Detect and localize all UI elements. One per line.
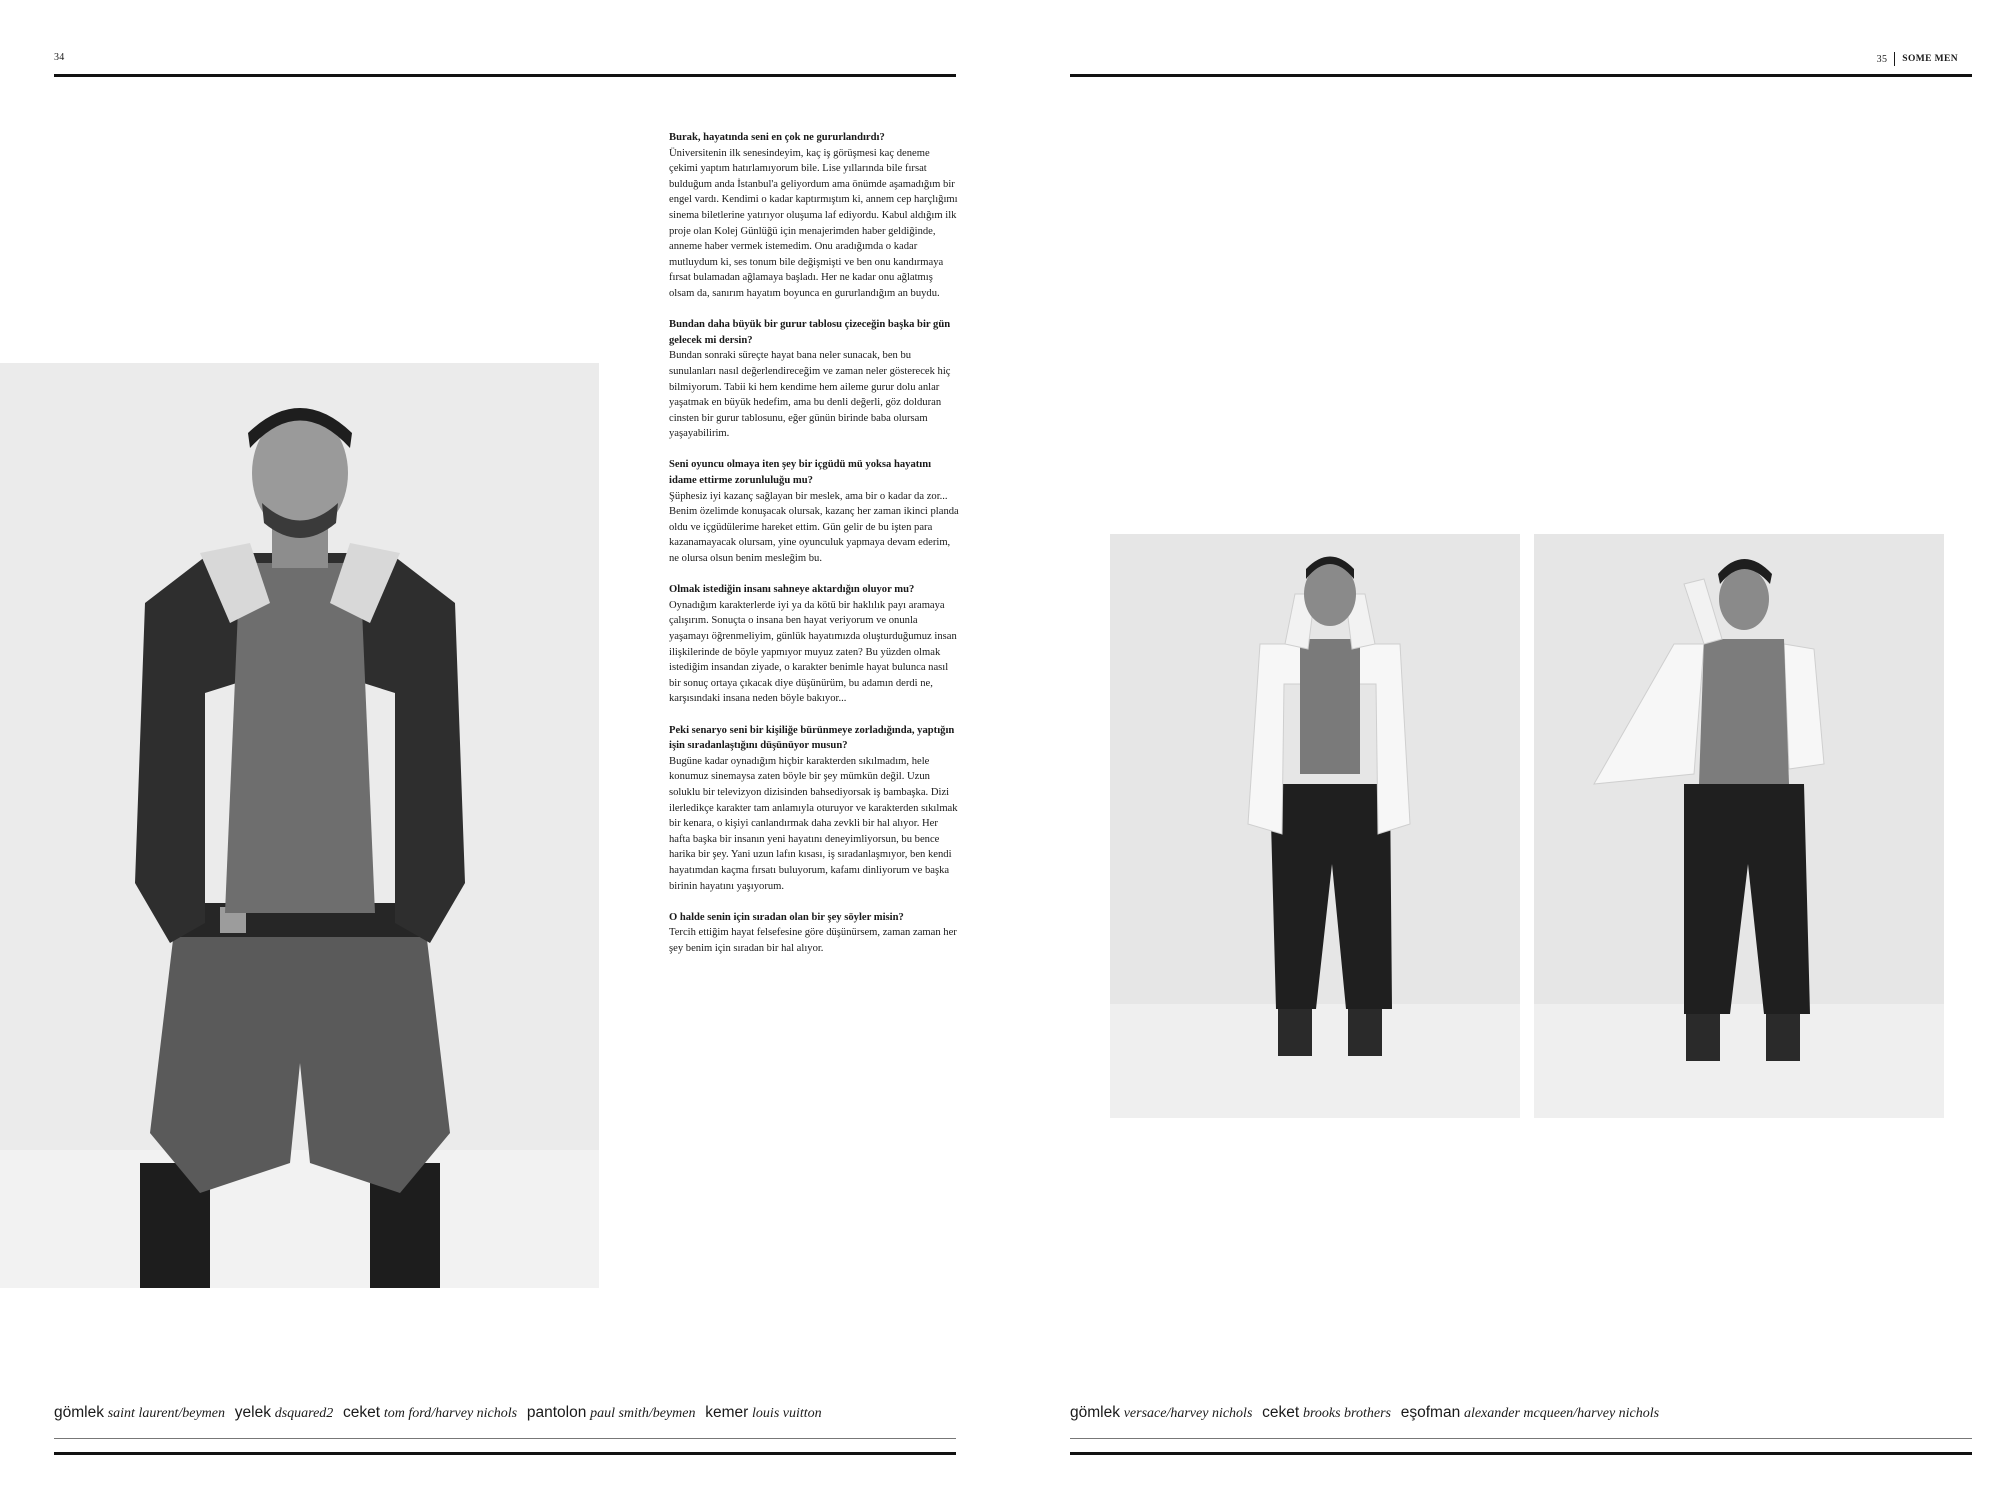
qa-block: [669, 457, 959, 566]
question: Olmak istediğin insanı sahneye aktardığın oluyor mu?: [669, 584, 915, 596]
interview-article: [669, 130, 959, 972]
credit-item: ceket: [1262, 1404, 1300, 1421]
credit-item: eşofman: [1400, 1404, 1461, 1421]
question: Burak, hayatında seni en çok ne gururlandırdı?: [669, 132, 885, 143]
qa-block: [669, 910, 959, 957]
question: Bundan daha büyük bir gurur tablosu çizeceğin başka bir gün gelecek mi dersin?: [669, 319, 951, 346]
credit-item: yelek: [234, 1404, 271, 1421]
answer: Oynadığım karakterlerde iyi ya da kötü bir haklılık payı aramaya çalışırım. Sonuçta o insana ben hayat veriyorum ve onunla yaşamayı öğrenmeliyim, günlük hayatımızda oluşturduğumuz insan ilişkilerinde de böyle yapmıyor muyuz zaten? Bu yüzden olmak istediğim insandan ziyade, o karakter benimle hayat bulunca nasıl bir sonuç ortaya çıkacak diye düşünürüm, bu adamın derdi ne, karşısındaki insana neden böyle bakıyor...: [669, 599, 957, 705]
footer-thin-rule-left: [54, 1438, 956, 1439]
credit-brand: louis vuitton: [752, 1406, 822, 1421]
credit-brand: tom ford/harvey nichols: [383, 1406, 518, 1421]
credit-item: kemer: [705, 1404, 749, 1421]
answer: Bundan sonraki süreçte hayat bana neler sunacak, ben bu sunulanları nasıl değerlendireceğim ve zaman neler gösterecek hiç bilmiyorum. Tabii ki hem kendime hem aileme gurur dolu anlar yaşatmak en büyük hedefim, ama bu denli değerli, göz dolduran cinsten bir gurur tablosunu, eğer günün birinde baba olursam yaşayabilirim.: [669, 350, 951, 440]
qa-block: [669, 130, 959, 302]
page-number-left: 34: [54, 52, 65, 63]
qa-block: [669, 317, 959, 442]
footer-rule-right: [1070, 1452, 1972, 1455]
answer: Şüphesiz iyi kazanç sağlayan bir meslek, ama bir o kadar da zor... Benim özelimde konuşacak olursak, kazanç her zaman ikinci planda oldu ve içgüdülerime hareket ettim. Gün gelir de bu işten para kazanamayacak olursam, yine oyunculuk yapmaya devam ederim, ne olursa olsun benim mesleğim bu.: [669, 490, 959, 565]
magazine-name: SOME MEN: [1902, 54, 1958, 64]
question: Peki senaryo seni bir kişiliğe bürünmeye zorladığında, yaptığın işin sıradanlaştığını düşünüyor musun?: [669, 724, 955, 752]
right-page: [1006, 0, 2012, 1500]
credit-brand: dsquared2: [274, 1406, 334, 1421]
credit-brand: brooks brothers: [1302, 1406, 1391, 1421]
answer: Bugüne kadar oynadığım hiçbir karakterden sıkılmadım, hele konumuz sinemaysa zaten böyle bir şey mümkün değil. Uzun soluklu bir televizyon dizisinden bahsediyorsak iş bambaşka. Dizi ilerledikçe karakter tam anlamıyla oturuyor ve karakterden sıkılmak bir kenara, o kişiyi canlandırmak daha zevkli bir hal alıyor. Her hafta başka bir insanın yeni hayatını deneyimliyorsun, bu bence harika bir şey. Yani uzun lafın kısası, iş sıradanlaşmıyor, ben kendi hayatımdan kaçma fırsatı buluyorum, kafamı dinliyorum ve başka birinin hayatını yaşıyorum.: [669, 755, 958, 892]
credit-item: gömlek: [1070, 1404, 1120, 1421]
page-number-right: 35: [1876, 53, 1888, 65]
credit-brand: versace/harvey nichols: [1123, 1406, 1253, 1421]
footer-rule-left: [54, 1452, 956, 1455]
credit-item: pantolon: [526, 1404, 587, 1421]
page-header-right: [1877, 52, 1958, 66]
qa-block: [669, 582, 959, 707]
credit-brand: alexander mcqueen/harvey nichols: [1463, 1406, 1660, 1421]
answer: Tercih ettiğim hayat felsefesine göre düşünürsem, zaman zaman her şey benim için sıradan bir hal alıyor.: [669, 927, 957, 954]
standing-photo-2: [1534, 534, 1944, 1118]
header-rule-left: [54, 74, 956, 77]
credit-brand: paul smith/beymen: [590, 1406, 696, 1421]
standing-photo-1: [1110, 534, 1520, 1118]
answer: Üniversitenin ilk senesindeyim, kaç iş görüşmesi kaç deneme çekimi yaptım hatırlamıyorum bile. Lise yıllarında bile fırsat bulduğum anda İstanbul'a geliyordum ama önümde aşamadığım bir engel vardı. Kendimi o kadar kaptırmıştım ki, annem cep harçlığımı sinema biletlerine yatırıyor oluşuma laf ediyordu. Kabul aldığım ilk proje olan Kolej Günlüğü için menajerimden haber geldiğinde, anneme haber vermek istemedim. Onu aradığımda o kadar mutluydum ki, ses tonum bile değişmişti ve ben onu kandırmaya fırsat bulamadan ağlamaya başladı. Her ne kadar onu ağlatmış olsam da, sanırım hayatım boyunca en gururlandığım an buydu.: [669, 147, 958, 299]
qa-block: [669, 723, 959, 895]
portrait-photo: [0, 363, 599, 1288]
credit-item: gömlek: [54, 1404, 104, 1421]
folio-divider: [1894, 52, 1895, 66]
question: Seni oyuncu olmaya iten şey bir içgüdü mü yoksa hayatını idame ettirme zorunluluğu mu?: [669, 459, 932, 487]
credit-brand: saint laurent/beymen: [107, 1406, 226, 1421]
fashion-credits-left: [54, 1404, 828, 1422]
footer-thin-rule-right: [1070, 1438, 1972, 1439]
question: O halde senin için sıradan olan bir şey söyler misin?: [669, 911, 904, 923]
credit-item: ceket: [343, 1404, 381, 1421]
header-rule-right: [1070, 74, 1972, 77]
fashion-credits-right: [1070, 1404, 1665, 1422]
